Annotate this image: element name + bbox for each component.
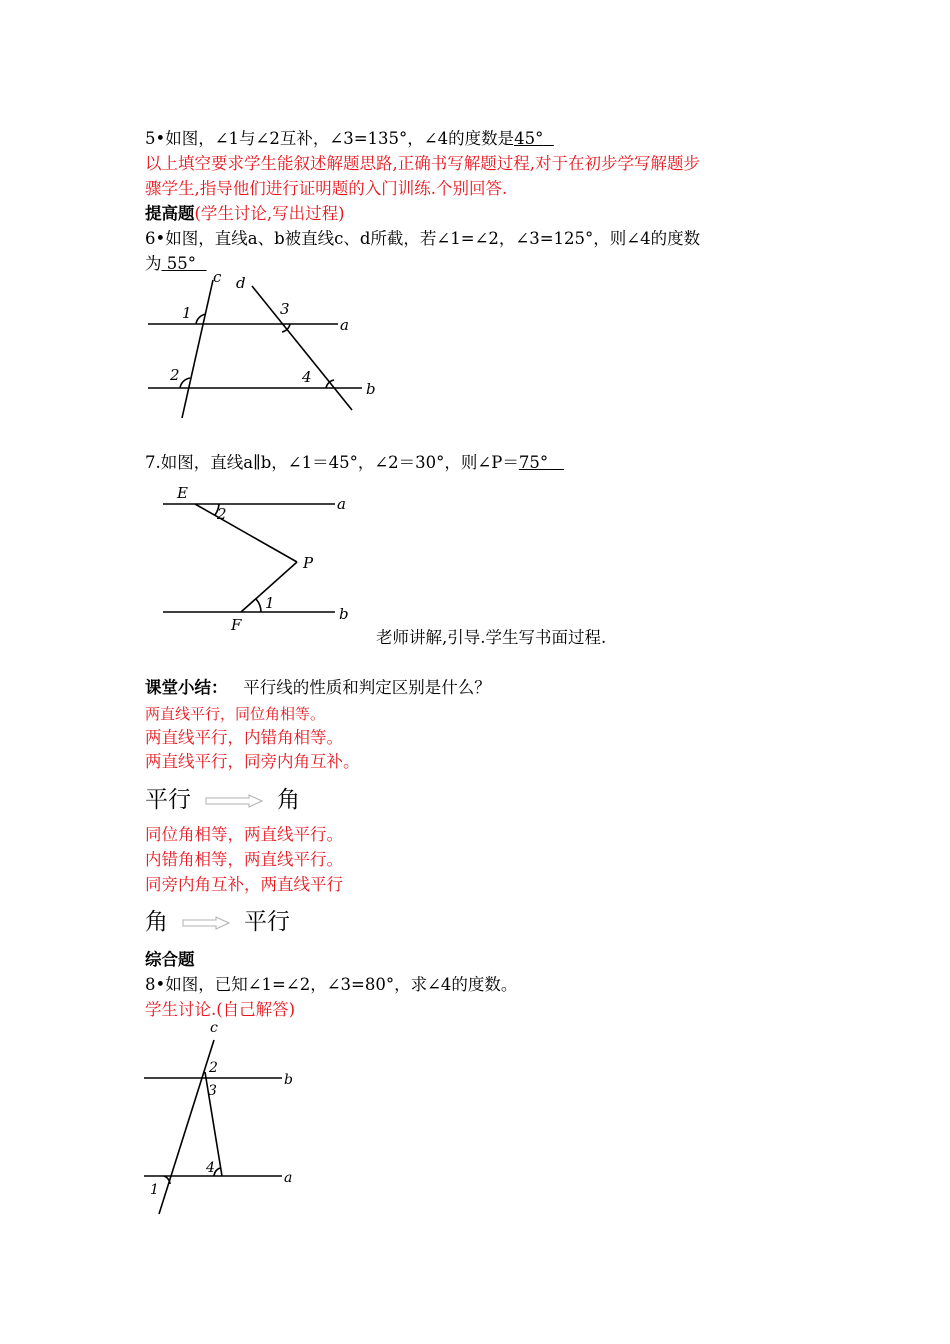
- q5-line: [145, 128, 554, 150]
- q6-label-b: b: [366, 380, 376, 398]
- q7-label-b: b: [339, 605, 349, 623]
- q5-note-line1: 以上填空要求学生能叙述解题思路,正确书写解题过程,对于在初步学写解题步: [145, 154, 700, 173]
- flow1-from: 平行: [145, 787, 191, 813]
- q6-label-3: 3: [280, 300, 290, 318]
- q6-label-4: 4: [302, 368, 312, 386]
- summary-property-3: 两直线平行，同旁内角互补。: [145, 752, 360, 771]
- q6-label-d: d: [236, 274, 246, 292]
- q7-label-a: a: [337, 495, 346, 513]
- q7-answer: 75°: [518, 453, 549, 472]
- advanced-heading-note: (学生讨论,写出过程): [194, 204, 345, 223]
- implies-arrow-icon: [205, 794, 263, 808]
- q6-figure: [140, 270, 380, 422]
- q6-answer: 55°: [166, 254, 196, 273]
- q8-note: 学生讨论.(自己解答): [145, 1000, 296, 1019]
- q8-label-3: 3: [208, 1083, 217, 1099]
- q7-label-1: 1: [265, 594, 275, 612]
- q7-label-e: E: [177, 484, 188, 502]
- summary-criterion-3: 同旁内角互补，两直线平行: [145, 875, 343, 894]
- comprehensive-heading: 综合题: [145, 950, 195, 969]
- q6-label-c: c: [213, 270, 222, 286]
- flow2-to: 平行: [244, 909, 290, 935]
- q6-label-2: 2: [170, 366, 180, 384]
- flow-angle-to-parallel: [145, 907, 290, 937]
- q7-label-2: 2: [217, 505, 227, 523]
- q6-text-line2: 为: [145, 254, 162, 273]
- summary-property-2: 两直线平行，内错角相等。: [145, 728, 343, 747]
- q7-line: [145, 452, 564, 474]
- q7-label-f: F: [231, 616, 242, 634]
- q8-text: 8•如图，已知∠1=∠2，∠3=80°，求∠4的度数。: [145, 975, 518, 994]
- summary-property-1: 两直线平行，同位角相等。: [145, 705, 326, 723]
- q7-teacher-note: 老师讲解,引导.学生写书面过程.: [376, 628, 607, 647]
- advanced-heading-line: [145, 203, 345, 225]
- q7-text: 7.如图，直线a∥b，∠1＝45°，∠2＝30°，则∠P＝: [145, 453, 519, 472]
- q5-note-line2: 骤学生,指导他们进行证明题的入门训练.个别回答.: [145, 179, 508, 198]
- q6-label-a: a: [340, 316, 349, 334]
- q8-label-c: c: [210, 1020, 218, 1036]
- flow-parallel-to-angle: [145, 785, 300, 815]
- q8-figure: [140, 1016, 310, 1218]
- q7-figure: [155, 478, 365, 638]
- q5-text: 5•如图，∠1与∠2互补，∠3=135°，∠4的度数是: [145, 129, 515, 148]
- summary-line: [145, 677, 491, 699]
- summary-question: 平行线的性质和判定区别是什么？: [243, 678, 491, 697]
- q7-label-p: P: [303, 554, 314, 572]
- summary-heading: 课堂小结：: [145, 678, 228, 697]
- q8-label-2: 2: [209, 1060, 218, 1076]
- flow1-to: 角: [277, 787, 300, 813]
- q6-label-1: 1: [182, 304, 192, 322]
- implies-arrow-icon: [182, 916, 230, 930]
- q8-label-1: 1: [150, 1182, 159, 1198]
- q8-label-b: b: [284, 1072, 293, 1088]
- flow2-from: 角: [145, 909, 168, 935]
- advanced-heading: 提高题: [145, 204, 195, 223]
- q5-answer: 45°: [514, 129, 544, 148]
- q6-line1: 6•如图，直线a、b被直线c、d所截，若∠1=∠2，∠3=125°，则∠4的度数: [145, 229, 701, 248]
- summary-criterion-2: 内错角相等，两直线平行。: [145, 850, 343, 869]
- q8-label-a: a: [284, 1170, 293, 1186]
- summary-criterion-1: 同位角相等，两直线平行。: [145, 825, 343, 844]
- q8-label-4: 4: [206, 1160, 215, 1176]
